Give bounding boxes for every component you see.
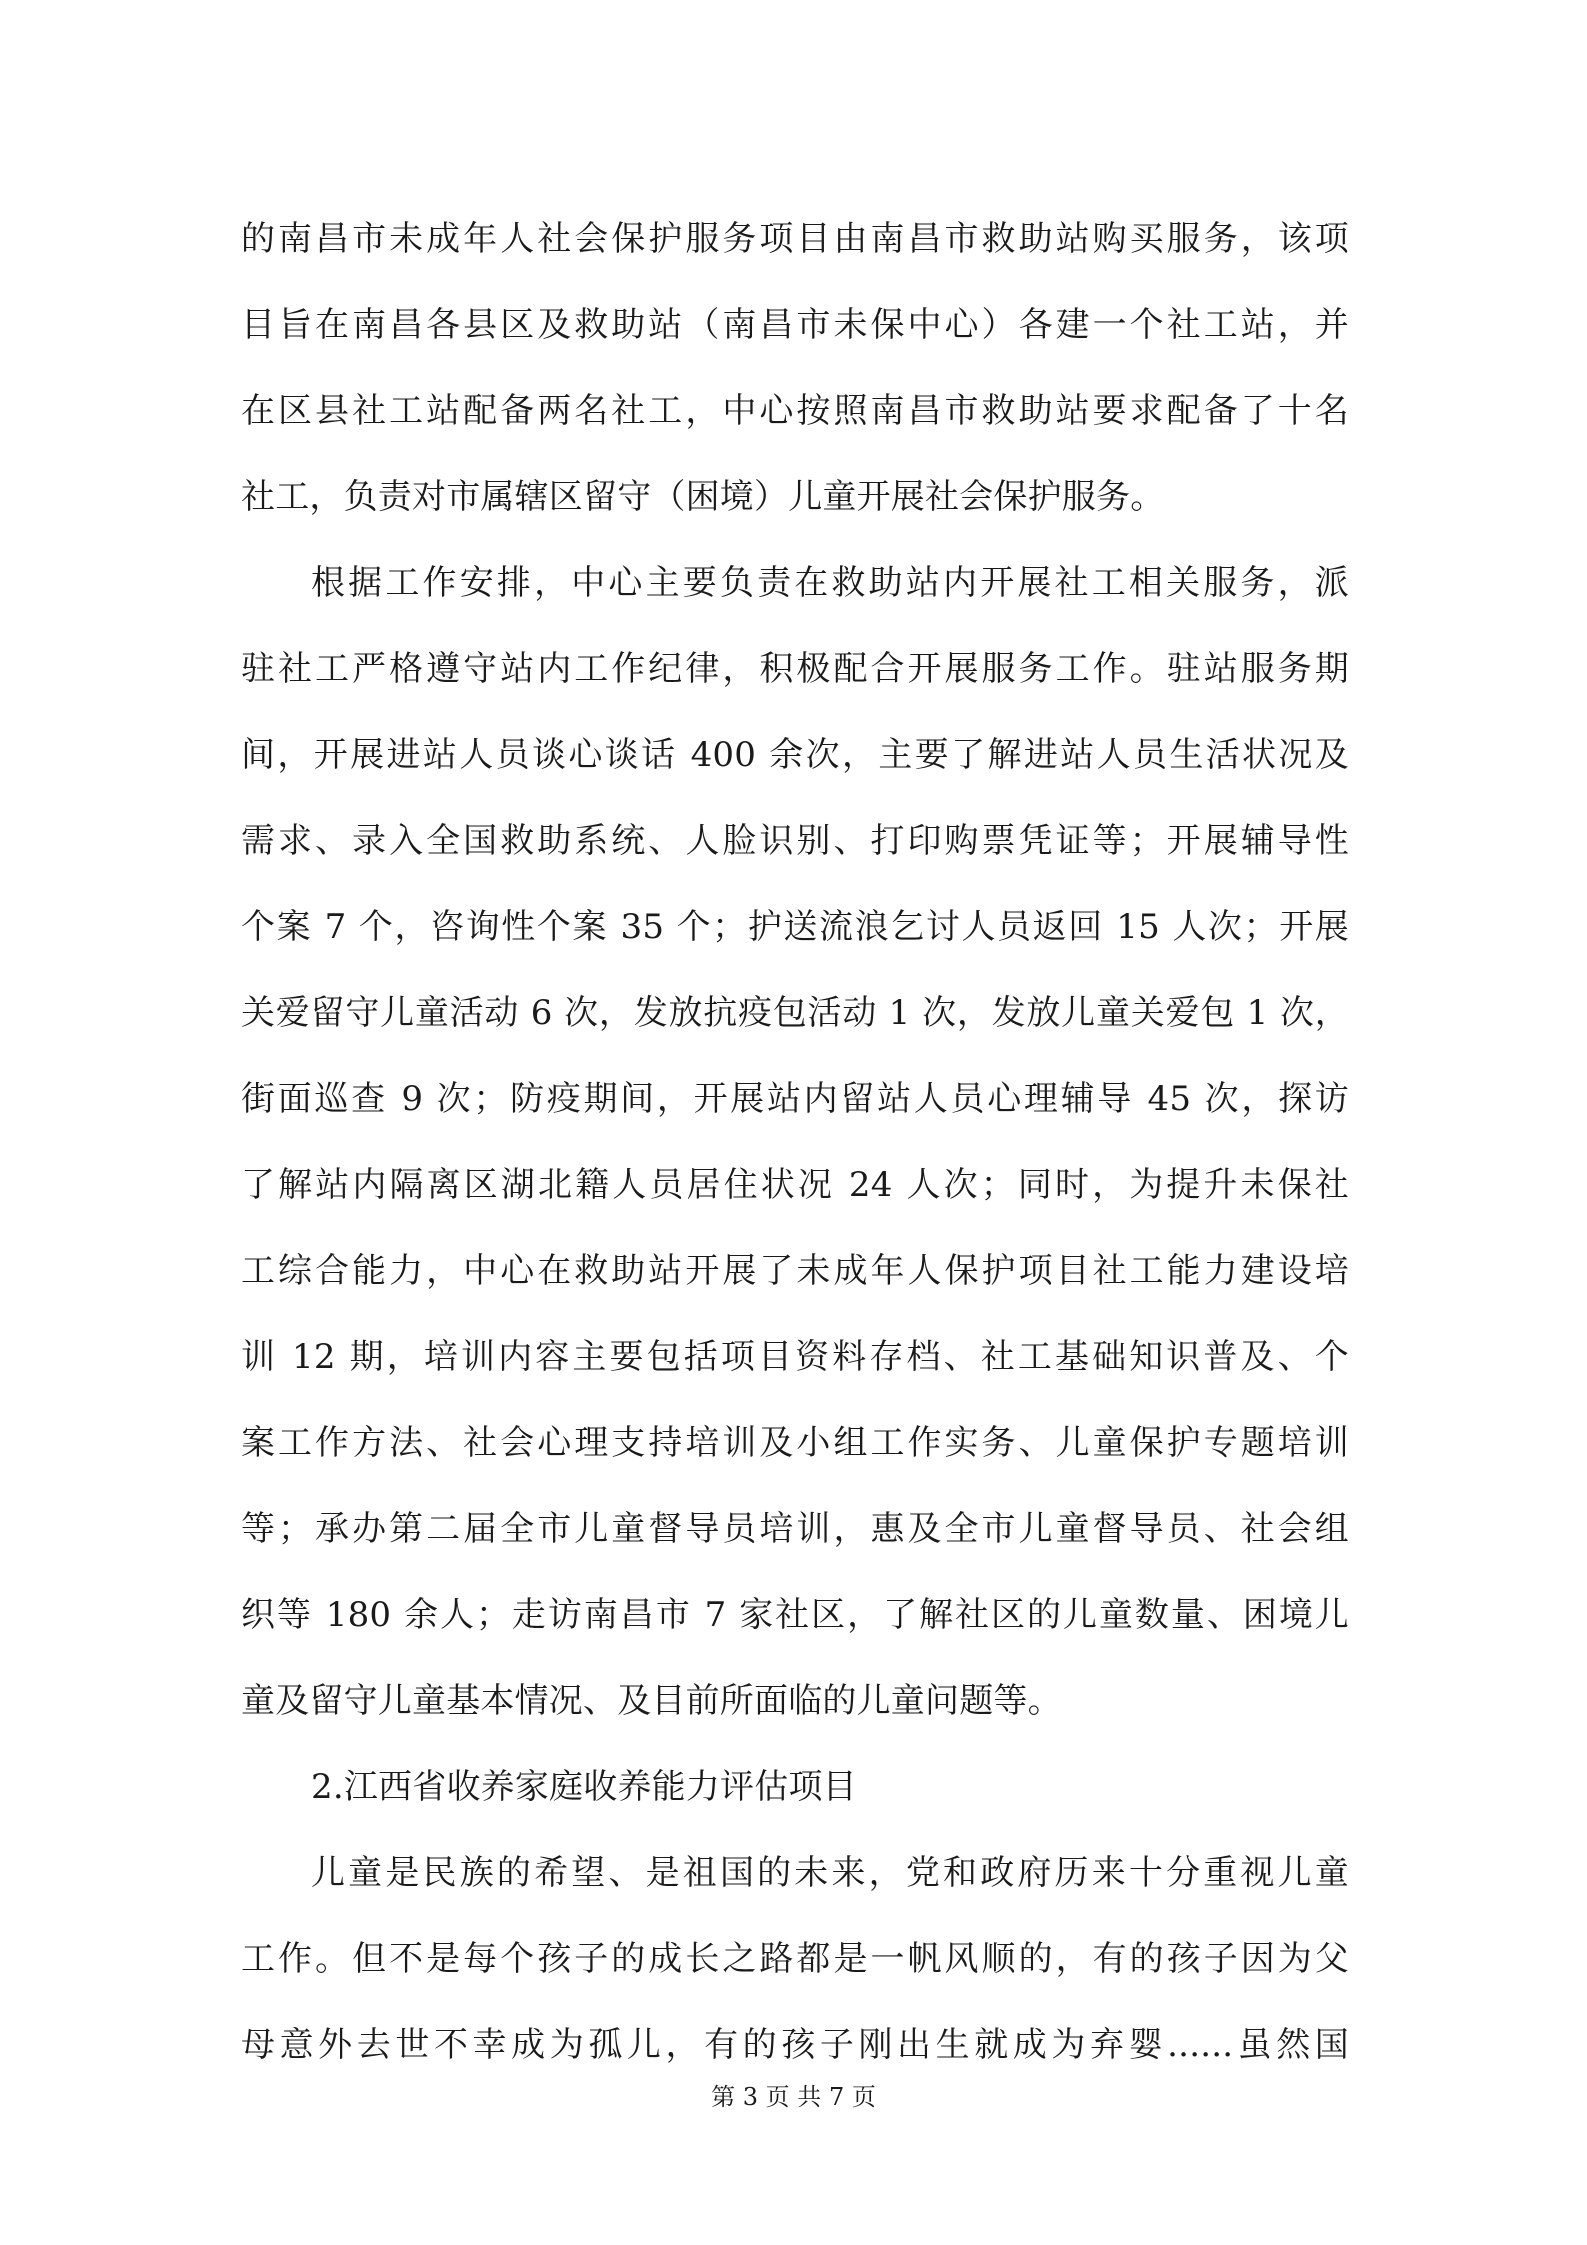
text-line: 工综合能力，中心在救助站开展了未成年人保护项目社工能力建设培 [241,1251,1349,1291]
text-line: 需求、录入全国救助系统、人脸识别、打印购票凭证等；开展辅导性 [241,821,1349,861]
text-line: 了解站内隔离区湖北籍人员居住状况 24 人次；同时，为提升未保社 [241,1165,1349,1205]
text-line: 街面巡查 9 次；防疫期间，开展站内留站人员心理辅导 45 次，探访 [241,1079,1349,1119]
text-line: 母意外去世不幸成为孤儿，有的孩子刚出生就成为弃婴......虽然国 [241,2025,1349,2065]
text-line: 在区县社工站配备两名社工，中心按照南昌市救助站要求配备了十名 [241,391,1349,431]
page-number-footer: 第 3 页 共 7 页 [711,2083,876,2111]
text-line: 目旨在南昌各县区及救助站（南昌市未保中心）各建一个社工站，并 [241,305,1349,345]
text-line: 训 12 期，培训内容主要包括项目资料存档、社工基础知识普及、个 [241,1337,1349,1377]
text-line: 个案 7 个，咨询性个案 35 个；护送流浪乞讨人员返回 15 人次；开展 [241,907,1349,947]
text-line: 驻社工严格遵守站内工作纪律，积极配合开展服务工作。驻站服务期 [241,649,1349,689]
text-line: 社工，负责对市属辖区留守（困境）儿童开展社会保护服务。 [241,477,1165,517]
section-heading: 2.江西省收养家庭收养能力评估项目 [311,1767,857,1807]
paragraph-start-line: 根据工作安排，中心主要负责在救助站内开展社工相关服务，派 [311,563,1349,603]
text-line: 织等 180 余人；走访南昌市 7 家社区，了解社区的儿童数量、困境儿 [241,1595,1349,1635]
text-line: 童及留守儿童基本情况、及目前所面临的儿童问题等。 [241,1681,1062,1721]
text-line: 的南昌市未成年人社会保护服务项目由南昌市救助站购买服务，该项 [241,219,1349,259]
paragraph-start-line: 儿童是民族的希望、是祖国的未来，党和政府历来十分重视儿童 [311,1853,1349,1893]
text-line: 案工作方法、社会心理支持培训及小组工作实务、儿童保护专题培训 [241,1423,1349,1463]
text-line: 工作。但不是每个孩子的成长之路都是一帆风顺的，有的孩子因为父 [241,1939,1349,1979]
text-line: 关爱留守儿童活动 6 次，发放抗疫包活动 1 次，发放儿童关爱包 1 次， [241,993,1349,1033]
body-text [241,196,1349,2088]
text-line: 间，开展进站人员谈心谈话 400 余次，主要了解进站人员生活状况及 [241,735,1349,775]
text-line: 等；承办第二届全市儿童督导员培训，惠及全市儿童督导员、社会组 [241,1509,1349,1549]
